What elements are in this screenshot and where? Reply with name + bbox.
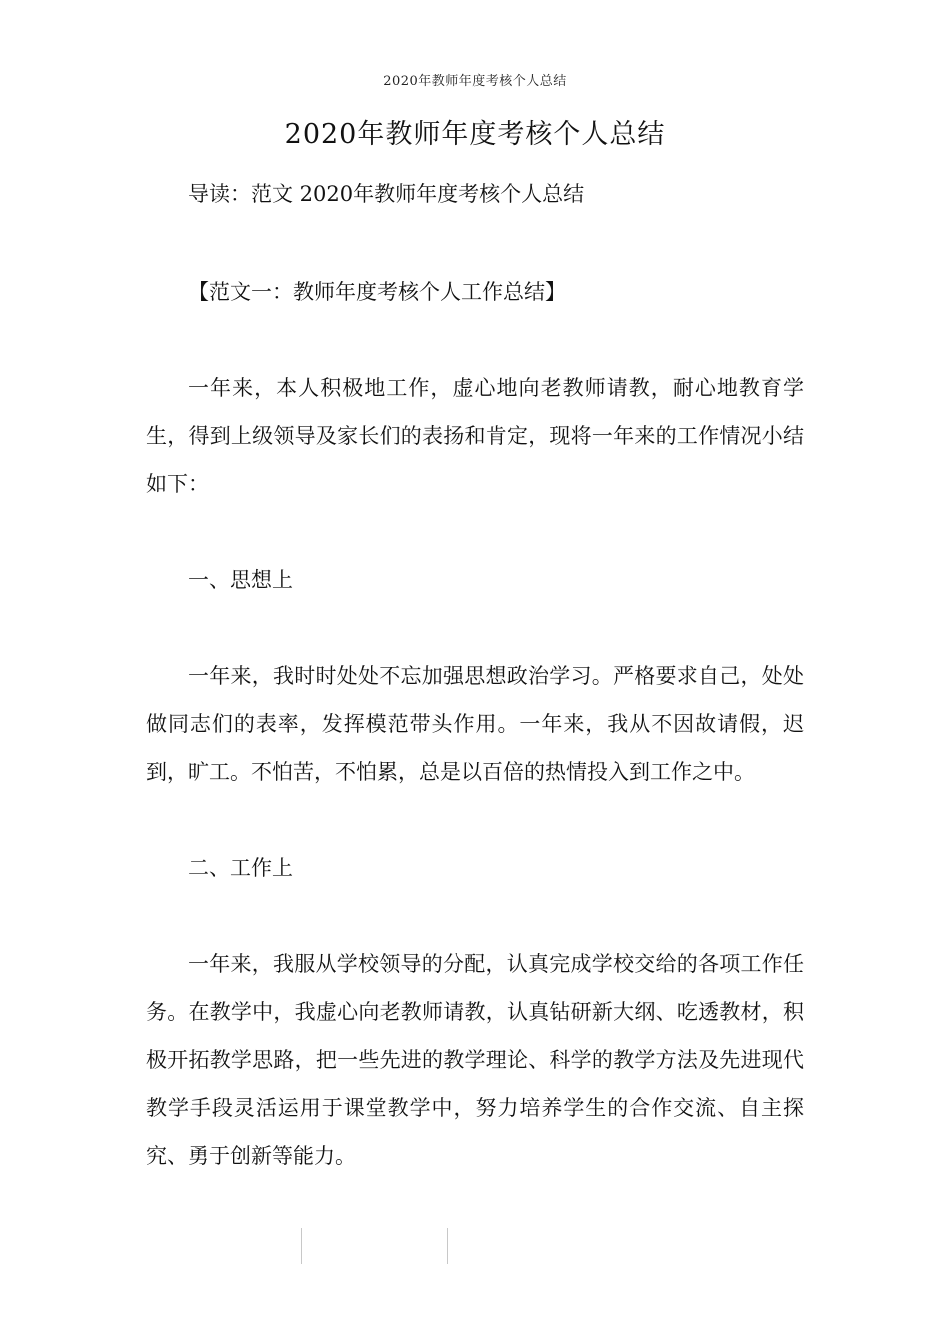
paragraph-1: 一年来，本人积极地工作，虚心地向老教师请教，耐心地教育学生，得到上级领导及家长们的表扬和肯定，现将一年来的工作情况小结如下： [146, 376, 804, 496]
document-title: 2020年教师年度考核个人总结 [284, 119, 666, 150]
heading-2: 二、工作上 [188, 856, 293, 880]
intro-line: 导读：范文 2020年教师年度考核个人总结 [188, 182, 585, 206]
footer-divider-right [447, 1228, 448, 1264]
running-header: 2020年教师年度考核个人总结 [383, 74, 567, 89]
footer-divider-left [301, 1228, 302, 1264]
document-body [146, 170, 804, 1180]
section-label: 【范文一：教师年度考核个人工作总结】 [188, 280, 566, 304]
paragraph-3: 一年来，我服从学校领导的分配，认真完成学校交给的各项工作任务。在教学中，我虚心向老教师请教，认真钻研新大纲、吃透教材，积极开拓教学思路，把一些先进的教学理论、科学的教学方法及先进现代教学手段灵活运用于课堂教学中，努力培养学生的合作交流、自主探究、勇于创新等能力。 [146, 952, 804, 1168]
paragraph-2: 一年来，我时时处处不忘加强思想政治学习。严格要求自己，处处做同志们的表率，发挥模范带头作用。一年来，我从不因故请假，迟到，旷工。不怕苦，不怕累，总是以百倍的热情投入到工作之中。 [146, 664, 804, 784]
heading-1: 一、思想上 [188, 568, 293, 592]
